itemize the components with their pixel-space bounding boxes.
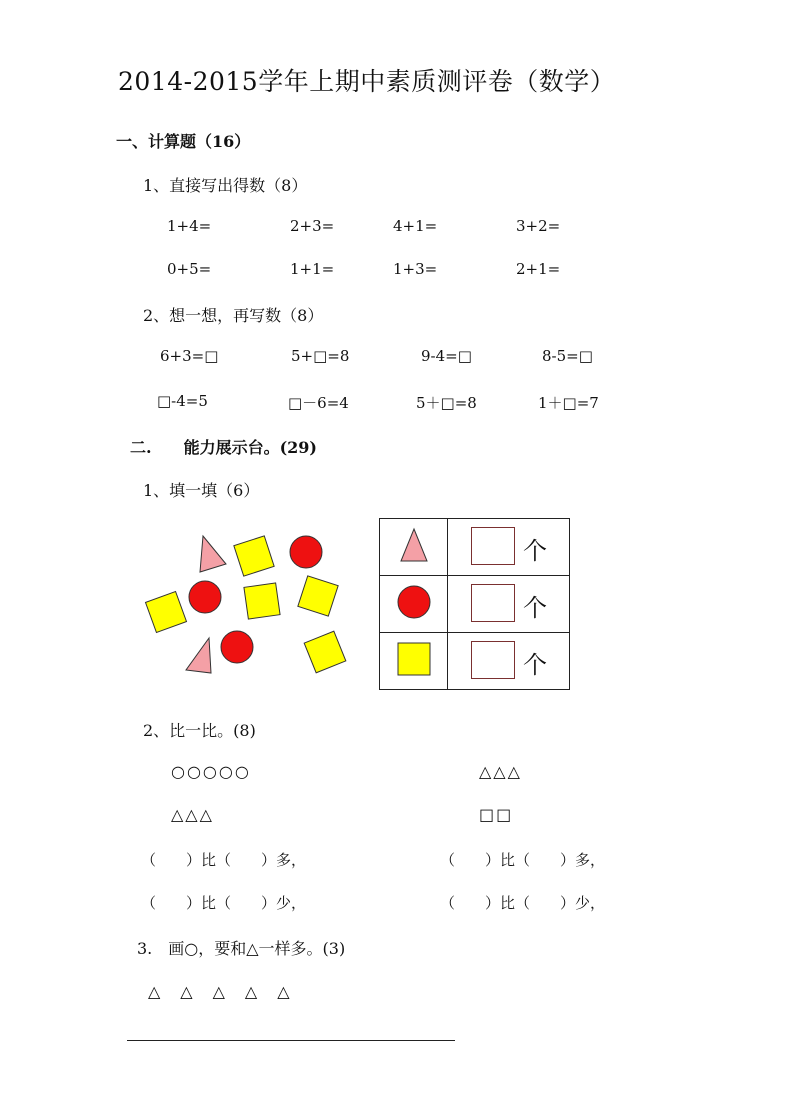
compare-more-blank: （ ）比（ ）多， [141, 851, 307, 869]
table-row [380, 633, 570, 690]
compare-less-blank: （ ）比（ ）少， [440, 894, 606, 912]
square-shape [145, 591, 186, 632]
fill-item: 5＋□=8 [416, 394, 477, 412]
unit-label: 个 [523, 651, 547, 679]
q2-1-label: 1、填一填（6） [143, 481, 260, 500]
square-shape [244, 583, 280, 619]
triangle-shape [186, 638, 211, 673]
count-cell [448, 633, 570, 690]
answer-box[interactable] [471, 527, 515, 565]
table-row [380, 519, 570, 576]
compare-less-blank: （ ）比（ ）少， [141, 894, 307, 912]
circle-cell [380, 576, 448, 633]
q1-label: 1、直接写出得数（8） [143, 176, 308, 195]
fill-item: □－6=4 [288, 394, 349, 412]
calc-item: 1+3= [393, 260, 438, 278]
unit-label: 个 [523, 537, 547, 565]
compare-more-blank: （ ）比（ ）多， [440, 851, 606, 869]
triangle-cell [380, 519, 448, 576]
calc-item: 2+1= [516, 260, 561, 278]
calc-item: 1+1= [290, 260, 335, 278]
calc-item: 2+3= [290, 217, 335, 235]
q2-3-label: 3. 画○，要和△一样多。(3) [137, 939, 346, 958]
unit-label: 个 [523, 594, 547, 622]
section-1-heading: 一、计算题（16） [116, 132, 251, 151]
square-shape [234, 536, 274, 576]
calc-item: 0+5= [167, 260, 212, 278]
count-cell [448, 576, 570, 633]
answer-box[interactable] [471, 641, 515, 679]
tally-table [379, 518, 570, 690]
fill-item: 1＋□=7 [538, 394, 599, 412]
fill-item: □-4=5 [157, 392, 208, 410]
calc-item: 3+2= [516, 217, 561, 235]
square-shape [298, 576, 338, 616]
fill-item: 9-4=□ [421, 347, 472, 365]
triangles-row: △△△ [171, 805, 214, 824]
circle-shape [189, 581, 221, 613]
squares-row: □□ [479, 805, 514, 824]
answer-line [127, 1040, 455, 1041]
q2-label: 2、想一想，再写数（8） [143, 306, 324, 325]
triangles-row: △△△ [479, 762, 522, 781]
count-cell [448, 519, 570, 576]
circle-icon [394, 582, 434, 622]
square-icon [394, 639, 434, 679]
square-cell [380, 633, 448, 690]
fill-item: 8-5=□ [542, 347, 593, 365]
circle-shape [221, 631, 253, 663]
triangle-shape [200, 536, 226, 572]
page-title: 2014-2015学年上期中素质测评卷（数学） [118, 67, 616, 96]
answer-box[interactable] [471, 584, 515, 622]
calc-item: 4+1= [393, 217, 438, 235]
fill-item: 6+3=□ [160, 347, 219, 365]
table-row [380, 576, 570, 633]
square-shape [304, 631, 346, 673]
q2-2-label: 2、比一比。(8) [143, 721, 256, 740]
scattered-shapes-figure [140, 528, 360, 678]
fill-item: 5+□=8 [291, 347, 350, 365]
triangles-row: △ △ △ △ △ [148, 982, 292, 1001]
section-2-heading: 二. 能力展示台。(29) [130, 438, 317, 457]
calc-item: 1+4= [167, 217, 212, 235]
circles-row: ○○○○○ [171, 762, 251, 781]
triangle-icon [394, 525, 434, 565]
circle-shape [290, 536, 322, 568]
